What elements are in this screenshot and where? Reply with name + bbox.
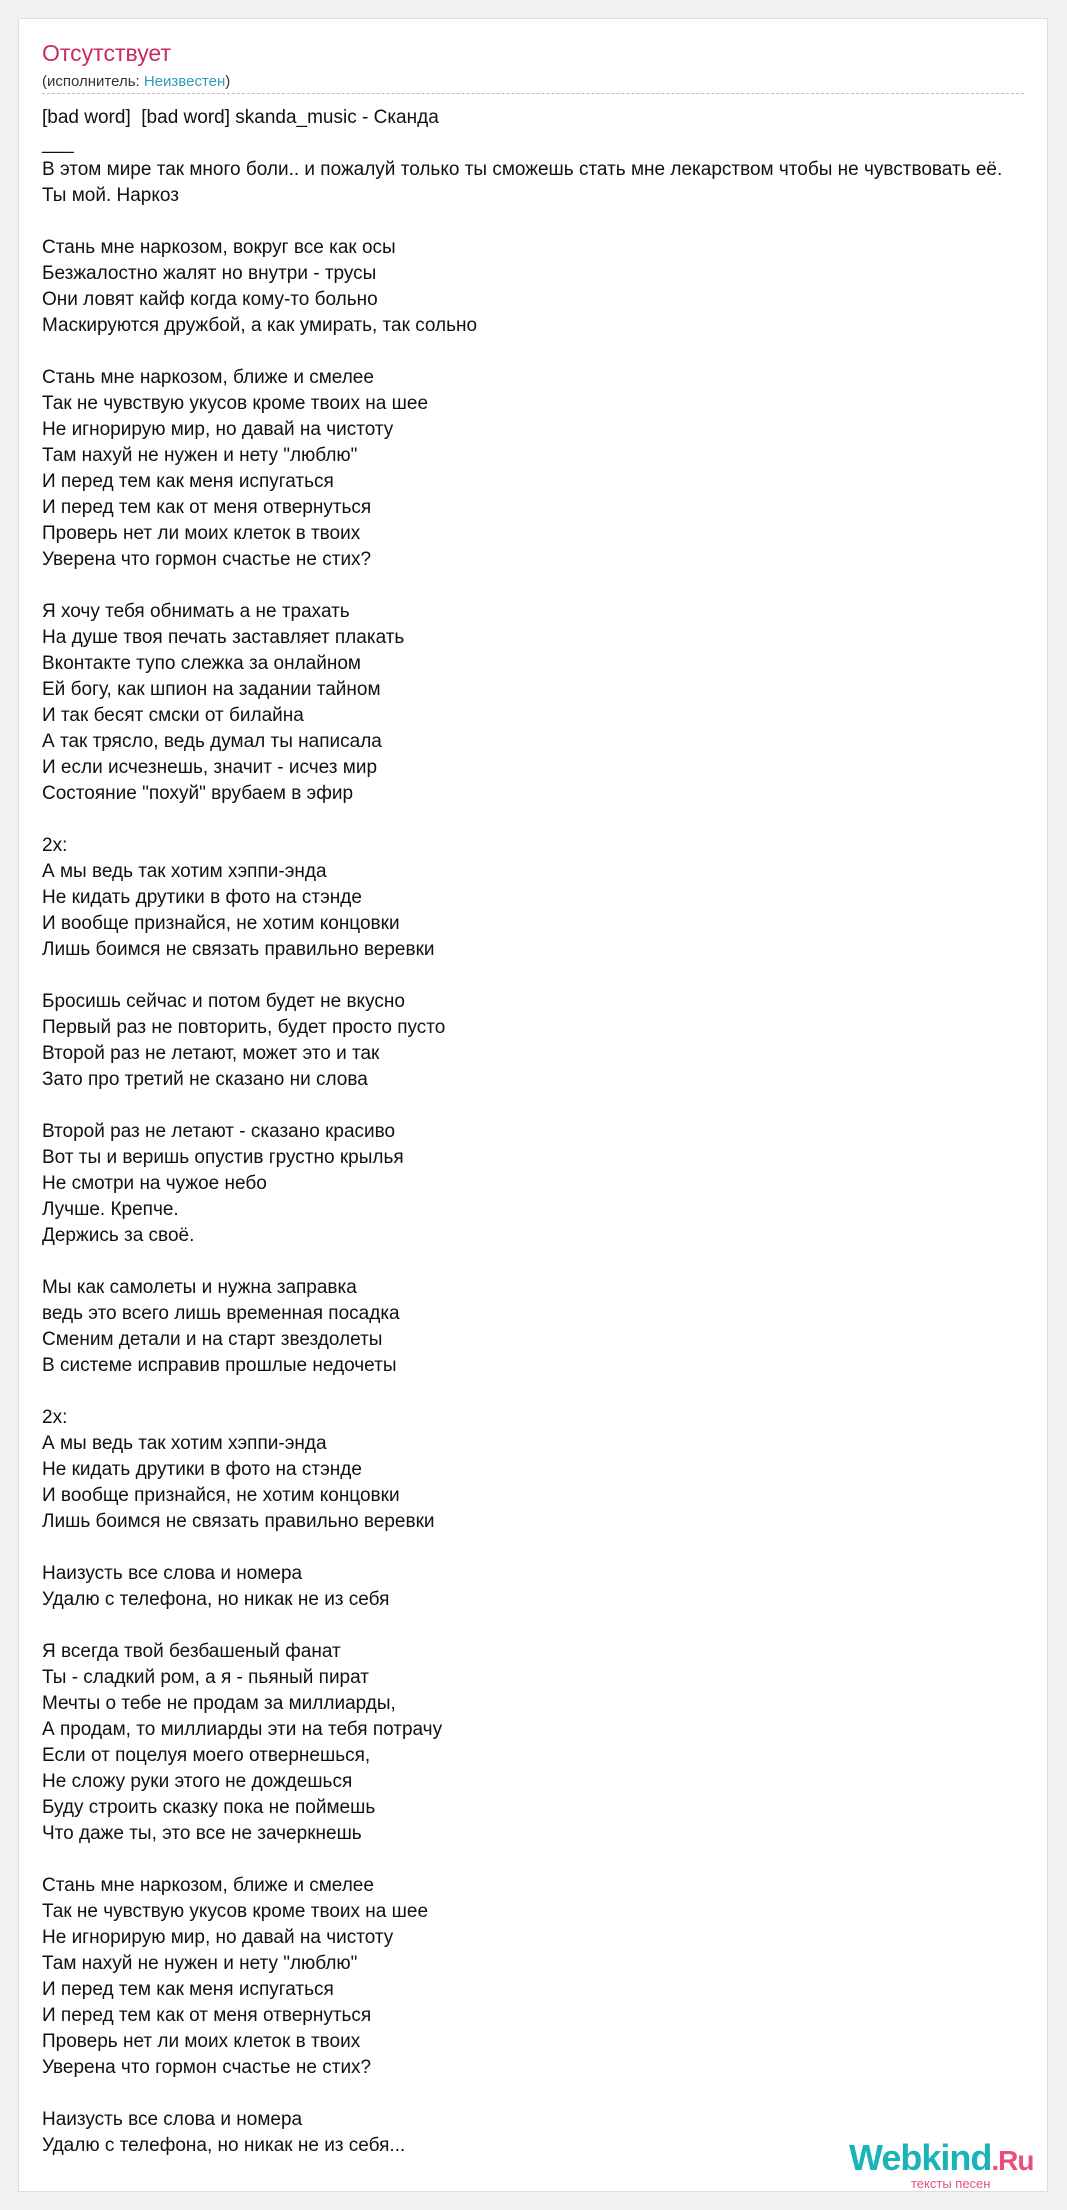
logo-wordmark (849, 2137, 1034, 2179)
lyric-line: Проверь нет ли моих клеток в твоих (42, 2031, 361, 2052)
lyric-line: Удалю с телефона, но никак не из себя... (42, 2135, 406, 2156)
lyric-line: Не игнорирую мир, но давай на чистоту (42, 419, 394, 440)
lyric-line: И вообще признайся, не хотим концовки (42, 1485, 400, 1506)
lyric-line: И так бесят смски от билайна (42, 705, 304, 726)
artist-prefix: (исполнитель: (42, 73, 144, 90)
lyric-line: Первый раз не повторить, будет просто пусто (42, 1017, 446, 1038)
lyric-line: Удалю с телефона, но никак не из себя (42, 1589, 390, 1610)
lyric-line: Наизусть все слова и номера (42, 1563, 303, 1584)
lyric-line: ведь это всего лишь временная посадка (42, 1303, 400, 1324)
lyric-line (42, 1613, 1064, 1639)
lyric-line: Второй раз не летают - сказано красиво (42, 1121, 396, 1142)
lyric-line: Не смотри на чужое небо (42, 1173, 267, 1194)
lyric-line: И перед тем как меня испугаться (42, 1979, 334, 2000)
lyric-line: ___ (42, 133, 74, 154)
lyric-line: Уверена что гормон счастье не стих? (42, 2057, 372, 2078)
lyric-line: Стань мне наркозом, ближе и смелее (42, 367, 374, 388)
lyric-line: [bad word] [bad word] skanda_music - Сканда (42, 107, 439, 128)
lyric-line: Безжалостно жалят но внутри - трусы (42, 263, 377, 284)
lyric-line (42, 1379, 1064, 1405)
lyric-line: Лучше. Крепче. (42, 1199, 179, 1220)
lyric-line: Наизусть все слова и номера (42, 2109, 303, 2130)
lyric-line: Вконтакте тупо слежка за онлайном (42, 653, 361, 674)
lyric-line: В этом мире так много боли.. и пожалуй только ты сможешь стать мне лекарством чтобы не чувствовать её. (42, 159, 1003, 180)
logo-main-text: Webkind (849, 2137, 992, 2178)
lyric-line (42, 807, 1064, 833)
lyric-line (42, 1535, 1064, 1561)
lyric-line: Мечты о тебе не продам за миллиарды, (42, 1693, 396, 1714)
lyric-line: Так не чувствую укусов кроме твоих на шее (42, 393, 429, 414)
lyric-line: Ей богу, как шпион на задании тайном (42, 679, 381, 700)
lyric-line: А мы ведь так хотим хэппи-энда (42, 1433, 327, 1454)
artist-suffix: ) (225, 73, 231, 90)
lyric-line: Маскируются дружбой, а как умирать, так сольно (42, 315, 478, 336)
lyric-line: А продам, то миллиарды эти на тебя потрачу (42, 1719, 443, 1740)
lyric-line: Я хочу тебя обнимать а не трахать (42, 601, 350, 622)
logo-tagline: тексты песен (911, 2176, 991, 2191)
logo-tld: .Ru (991, 2145, 1034, 2176)
lyric-line (42, 1093, 1064, 1119)
lyric-line: Бросишь сейчас и потом будет не вкусно (42, 991, 405, 1012)
lyric-line: На душе твоя печать заставляет плакать (42, 627, 405, 648)
lyric-line: И вообще признайся, не хотим концовки (42, 913, 400, 934)
lyric-line: Держись за своё. (42, 1225, 195, 1246)
lyric-line (42, 1249, 1064, 1275)
lyric-line (42, 1847, 1064, 1873)
lyric-line: А так трясло, ведь думал ты написала (42, 731, 382, 752)
lyric-line: В системе исправив прошлые недочеты (42, 1355, 397, 1376)
lyric-line (42, 2081, 1064, 2107)
lyric-line: И если исчезнешь, значит - исчез мир (42, 757, 378, 778)
dashed-divider (42, 93, 1024, 94)
lyric-line: Второй раз не летают, может это и так (42, 1043, 380, 1064)
lyric-line: Там нахуй не нужен и нету "люблю" (42, 445, 358, 466)
lyric-line: Проверь нет ли моих клеток в твоих (42, 523, 361, 544)
lyric-line: Там нахуй не нужен и нету "люблю" (42, 1953, 358, 1974)
lyric-line: Не сложу руки этого не дождешься (42, 1771, 353, 1792)
lyric-line: А мы ведь так хотим хэппи-энда (42, 861, 327, 882)
lyric-line: И перед тем как меня испугаться (42, 471, 334, 492)
lyric-line (42, 573, 1064, 599)
lyric-line (42, 339, 1064, 365)
lyric-line: Не игнорирую мир, но давай на чистоту (42, 1927, 394, 1948)
lyrics-body (42, 105, 1064, 2159)
lyric-line: Что даже ты, это все не зачеркнешь (42, 1823, 362, 1844)
lyric-line: И перед тем как от меня отвернуться (42, 497, 372, 518)
artist-link[interactable]: Неизвестен (143, 73, 226, 90)
lyric-line: Они ловят кайф когда кому-то больно (42, 289, 378, 310)
lyric-line: Я всегда твой безбашеный фанат (42, 1641, 341, 1662)
webkind-logo[interactable] (849, 2137, 1034, 2191)
lyric-line (42, 209, 1064, 235)
lyric-line: Буду строить сказку пока не поймешь (42, 1797, 376, 1818)
lyric-line: Не кидать друтики в фото на стэнде (42, 887, 362, 908)
lyric-line: 2х: (42, 1407, 68, 1428)
artist-line (42, 73, 230, 90)
lyric-line: Лишь боимся не связать правильно веревки (42, 1511, 435, 1532)
lyric-line: Вот ты и веришь опустив грустно крылья (42, 1147, 404, 1168)
song-title: Отсутствует (42, 40, 171, 66)
lyric-line: Состояние "похуй" врубаем в эфир (42, 783, 354, 804)
lyric-line: 2х: (42, 835, 68, 856)
lyric-line: Уверена что гормон счастье не стих? (42, 549, 372, 570)
lyric-line: И перед тем как от меня отвернуться (42, 2005, 372, 2026)
lyric-line: Если от поцелуя моего отвернешься, (42, 1745, 371, 1766)
lyric-line: Ты - сладкий ром, а я - пьяный пират (42, 1667, 369, 1688)
lyric-line: Зато про третий не сказано ни слова (42, 1069, 368, 1090)
lyric-line: Стань мне наркозом, ближе и смелее (42, 1875, 374, 1896)
lyric-line: Мы как самолеты и нужна заправка (42, 1277, 357, 1298)
lyric-line: Не кидать друтики в фото на стэнде (42, 1459, 362, 1480)
lyric-line: Лишь боимся не связать правильно веревки (42, 939, 435, 960)
lyric-line: Так не чувствую укусов кроме твоих на шее (42, 1901, 429, 1922)
lyric-line: Сменим детали и на старт звездолеты (42, 1329, 383, 1350)
lyric-line (42, 963, 1064, 989)
lyric-line: Ты мой. Наркоз (42, 185, 179, 206)
lyric-line: Стань мне наркозом, вокруг все как осы (42, 237, 396, 258)
